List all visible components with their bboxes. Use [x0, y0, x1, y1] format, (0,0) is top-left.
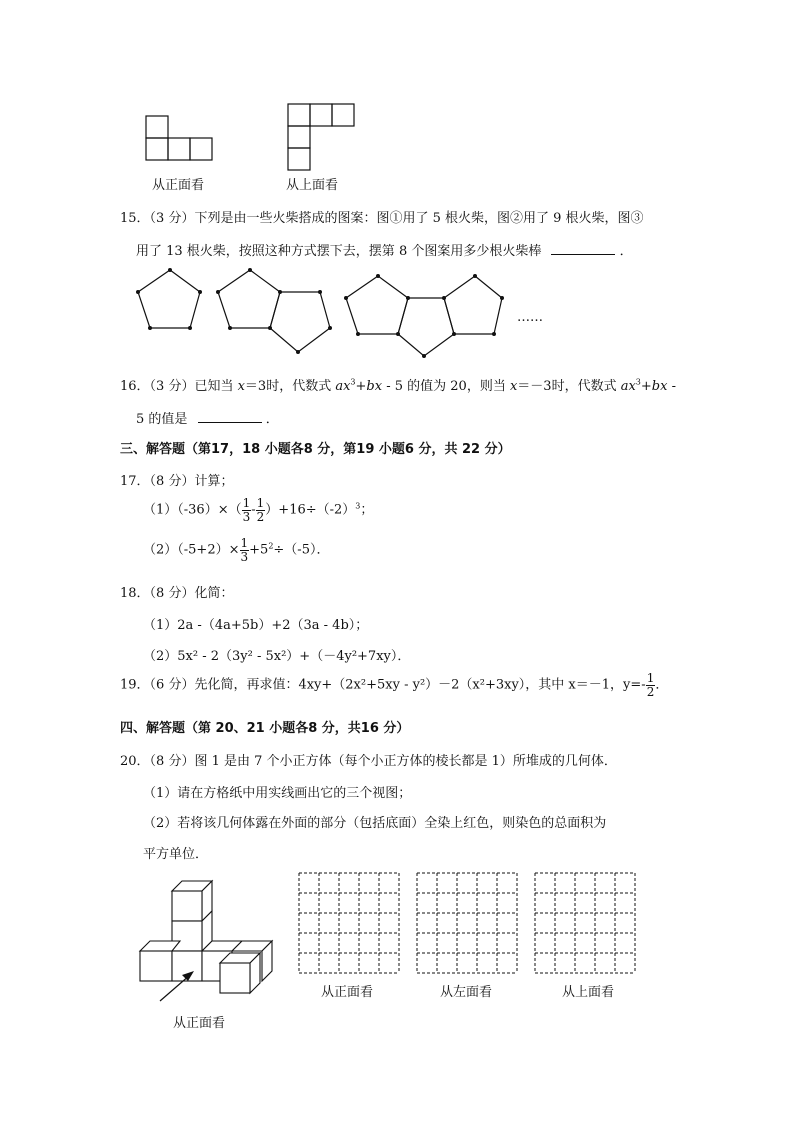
q16-exp: 3 [635, 377, 641, 387]
grid-front-view[interactable] [297, 871, 401, 975]
q20-sub2: （2）若将该几何体露在外面的部分（包括底面）全染上红色，则染色的总面积为 [143, 816, 607, 831]
q17-text: ÷（-5）． [273, 542, 330, 558]
q17-text: ）+16÷（-2） [265, 502, 356, 518]
q16-var: ax [335, 379, 351, 394]
q19-line [120, 672, 668, 698]
section-4-heading: 四、解答题（第 20、21 小题各8 分，共16 分） [120, 721, 410, 736]
q16-text: + [640, 379, 652, 394]
q16-line2-text: 5 的值是 [136, 412, 188, 427]
q16-var: bx [651, 379, 668, 394]
cube-front-label: 从正面看 [173, 1016, 226, 1031]
grid-caption-top: 从上面看 [562, 985, 615, 1000]
q16-answer-blank[interactable] [198, 410, 262, 423]
cube-stack-figure [130, 875, 290, 1005]
q17-text: ； [360, 502, 374, 518]
q17-head: 17．（8 分）计算； [120, 474, 234, 489]
q15-line2-text: 用了 13 根火柴，按照这种方式摆下去，摆第 8 个图案用多少根火柴棒 [136, 244, 542, 259]
q16-text: - 5 的值为 20，则当 [382, 379, 510, 394]
match-pattern-figure [130, 262, 570, 362]
q16-text: 16．（3 分）已知当 [120, 379, 238, 394]
q15-line1: 15．（3 分）下列是由一些火柴搭成的图案：图①用了 5 根火柴，图②用了 9 根火柴，图③ [120, 211, 644, 226]
q15-period: ． [619, 244, 633, 259]
q19-text: ． [655, 677, 669, 693]
fraction-1-2: $\frac{1}{2}$ [256, 496, 265, 524]
q17-exp: 3 [355, 501, 361, 511]
q16-line1 [120, 375, 676, 394]
q17-sub2 [143, 537, 329, 563]
q16-text: ＝3时，代数式 [244, 379, 336, 394]
grid-left-view[interactable] [415, 871, 519, 975]
q16-var: bx [366, 379, 383, 394]
top-view-caption: 从上面看 [286, 178, 339, 193]
q17-exp: 2 [268, 541, 274, 551]
q18-sub1: （1）2a -（4a+5b）+2（3a - 4b）； [143, 618, 369, 633]
fraction-1-3: $\frac{1}{3}$ [240, 536, 249, 564]
top-view-figure [282, 100, 362, 178]
q15-line2 [136, 240, 633, 259]
grid-top-view[interactable] [533, 871, 637, 975]
q16-var: x [509, 379, 518, 394]
q20-head: 20．（8 分）图 1 是由 7 个小正方体（每个小正方体的棱长都是 1）所堆成的几何体． [120, 754, 617, 769]
q16-line2 [136, 408, 279, 427]
q17-text: - [251, 502, 256, 518]
fraction-1-2: $\frac{1}{2}$ [646, 671, 655, 699]
q17-text: （2）（-5+2）× [143, 542, 240, 558]
front-view-figure [140, 112, 220, 168]
q15-answer-blank[interactable] [551, 242, 615, 255]
q20-sub2-cont: 平方单位． [143, 847, 209, 862]
q17-text: （1）（-36）×（ [143, 502, 242, 518]
q19-y: y=- [623, 677, 646, 693]
q16-period: ． [265, 412, 279, 427]
q16-text: ＝－3时，代数式 [517, 379, 621, 394]
q16-text: + [355, 379, 367, 394]
front-view-caption: 从正面看 [152, 178, 205, 193]
q20-sub1: （1）请在方格纸中用实线画出它的三个视图； [143, 786, 412, 801]
q19-text: 19．（6 分）先化简，再求值：4xy+（2x²+5xy - y²）－2（x²+3xy），其中 x＝－1， [120, 677, 624, 693]
q18-sub2: （2）5x² - 2（3y² - 5x²）+（－4y²+7xy）． [143, 649, 411, 664]
q15-ellipsis: …… [517, 310, 543, 325]
grid-caption-front: 从正面看 [321, 985, 374, 1000]
q18-head: 18．（8 分）化简： [120, 586, 234, 601]
q16-exp: 3 [350, 377, 356, 387]
q17-sub1 [143, 497, 373, 523]
q17-text: +5 [249, 542, 269, 558]
fraction-1-3: $\frac{1}{3}$ [242, 496, 251, 524]
grid-caption-left: 从左面看 [440, 985, 493, 1000]
q16-var: x [237, 379, 245, 394]
section-3-heading: 三、解答题（第17，18 小题各8 分，第19 小题6 分，共 22 分） [120, 442, 511, 457]
q16-text: - [667, 379, 676, 394]
q16-var: ax [620, 379, 636, 394]
